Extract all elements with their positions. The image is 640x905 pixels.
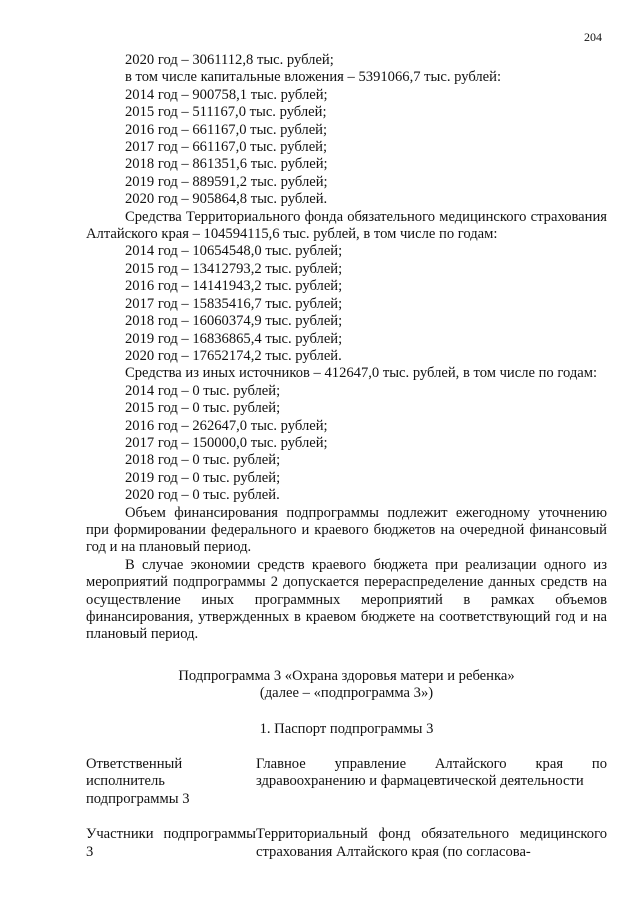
paragraph-tfoms: Средства Территориального фонда обязательного медицинского страхования Алтайского края – 104594115,6 тыс. рублей, в том числе по годам: xyxy=(86,208,607,243)
subprogram-subtitle: (далее – «подпрограмма 3») xyxy=(259,685,434,702)
passport-label: Участники подпрограммы 3 xyxy=(86,826,256,860)
paragraph-economy: В случае экономии средств краевого бюджета при реализации одного из мероприятий подпрограммы 2 допускается перераспределение данных средств на осуществление иных программных мероприятий в рамках объемов финансирования, утвержденных в краевом бюджете на соответствующий год и на плановый период. xyxy=(86,556,607,643)
list-item: 2020 год – 905864,8 тыс. рублей. xyxy=(125,191,328,208)
list-item: 2017 год – 15835416,7 тыс. рублей; xyxy=(125,295,343,312)
subprogram-title: Подпрограмма 3 «Охрана здоровья матери и ребенка» xyxy=(178,667,515,684)
list-item: 2015 год – 13412793,2 тыс. рублей; xyxy=(125,260,343,277)
list-item: 2016 год – 661167,0 тыс. рублей; xyxy=(125,121,328,138)
list-item: в том числе капитальные вложения – 5391066,7 тыс. рублей: xyxy=(125,69,502,86)
list-item: 2019 год – 0 тыс. рублей; xyxy=(125,469,281,486)
list-item: 2015 год – 0 тыс. рублей; xyxy=(125,400,281,417)
spacer xyxy=(86,738,607,756)
financing-list-1 xyxy=(86,52,607,209)
list-item: 2015 год – 511167,0 тыс. рублей; xyxy=(125,104,327,121)
passport-value: Территориальный фонд обязательного медицинского страхования Алтайского края (по согласова- xyxy=(256,826,607,860)
passport-row-participants xyxy=(86,826,607,861)
list-item: 2020 год – 3061112,8 тыс. рублей; xyxy=(125,52,334,68)
paragraph-volume: Объем финансирования подпрограммы подлежит ежегодному уточнению при формировании федерального и краевого бюджетов на очередной финансовый год и на плановый период. xyxy=(86,504,607,556)
passport-row-responsible xyxy=(86,756,607,808)
list-item: 2014 год – 10654548,0 тыс. рублей; xyxy=(125,243,343,260)
list-item: 2020 год – 0 тыс. рублей. xyxy=(125,487,280,504)
section-title: 1. Паспорт подпрограммы 3 xyxy=(259,720,434,737)
list-item: 2018 год – 0 тыс. рублей; xyxy=(125,452,281,469)
financing-list-2 xyxy=(86,243,607,365)
list-item: 2014 год – 0 тыс. рублей; xyxy=(125,382,281,399)
document-body xyxy=(86,52,607,861)
list-item: 2020 год – 17652174,2 тыс. рублей. xyxy=(125,347,342,364)
passport-value: Главное управление Алтайского края по здравоохранению и фармацевтической деятельности xyxy=(256,756,607,790)
list-item: 2014 год – 900758,1 тыс. рублей; xyxy=(125,86,328,103)
list-item: 2019 год – 889591,2 тыс. рублей; xyxy=(125,173,328,190)
list-item: 2018 год – 861351,6 тыс. рублей; xyxy=(125,156,328,173)
spacer xyxy=(86,703,607,721)
list-item: 2019 год – 16836865,4 тыс. рублей; xyxy=(125,330,343,347)
list-item: 2017 год – 150000,0 тыс. рублей; xyxy=(125,434,328,451)
financing-list-3 xyxy=(86,383,607,505)
list-item: 2016 год – 14141943,2 тыс. рублей; xyxy=(125,278,343,295)
passport-label: Ответственный исполнитель подпрограммы 3 xyxy=(86,756,190,807)
spacer xyxy=(86,644,607,668)
spacer xyxy=(86,808,607,826)
paragraph-other-sources: Средства из иных источников – 412647,0 тыс. рублей, в том числе по годам: xyxy=(125,365,598,382)
list-item: 2017 год – 661167,0 тыс. рублей; xyxy=(125,139,328,156)
list-item: 2018 год – 16060374,9 тыс. рублей; xyxy=(125,313,343,330)
page-number: 204 xyxy=(584,30,602,44)
list-item: 2016 год – 262647,0 тыс. рублей; xyxy=(125,417,328,434)
